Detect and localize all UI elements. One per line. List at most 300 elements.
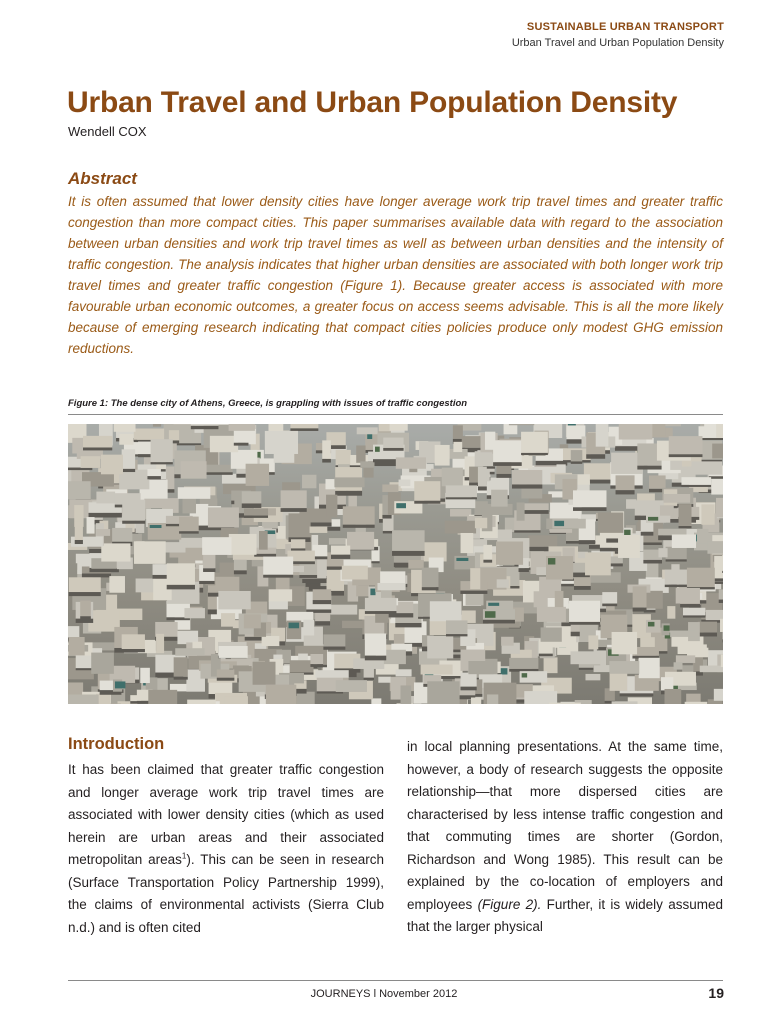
photo-building [87, 517, 95, 534]
photo-building [224, 696, 248, 704]
introduction-column-1 [68, 759, 384, 939]
photo-building [427, 681, 459, 704]
photo-building [697, 529, 709, 543]
photo-shadow [602, 604, 617, 607]
photo-shadow [478, 486, 487, 490]
photo-shadow [91, 569, 116, 571]
photo-building [706, 610, 723, 620]
photo-building [596, 424, 609, 447]
photo-shadow [383, 448, 403, 451]
photo-building [148, 690, 177, 704]
photo-building [471, 698, 481, 704]
photo-awning [115, 681, 125, 688]
photo-building [414, 481, 440, 501]
photo-shadow [569, 622, 600, 625]
photo-building [246, 464, 269, 486]
photo-shadow [147, 476, 160, 479]
photo-shadow [371, 561, 379, 563]
photo-awning [554, 521, 564, 526]
photo-building [658, 548, 667, 557]
photo-building [259, 531, 268, 550]
photo-shadow [167, 585, 195, 590]
photo-shadow [244, 516, 268, 518]
photo-shadow [217, 678, 235, 681]
photo-building [649, 475, 666, 488]
photo-shadow [722, 571, 723, 573]
photo-building [427, 636, 453, 658]
photo-shadow [179, 531, 199, 533]
photo-building [390, 424, 408, 431]
photo-shadow [446, 497, 477, 499]
photo-building [191, 424, 219, 426]
photo-building [679, 504, 692, 526]
photo-building [336, 680, 367, 692]
photo-building [360, 461, 374, 468]
photo-building [336, 450, 351, 465]
photo-shadow [234, 570, 247, 574]
photo-shadow [571, 632, 580, 637]
photo-building [687, 568, 715, 587]
figure-2-reference: (Figure 2). [477, 896, 542, 912]
photo-building [633, 586, 647, 607]
photo-building [722, 555, 723, 571]
photo-building [187, 700, 216, 704]
photo-building [685, 702, 708, 704]
photo-building [504, 424, 518, 434]
photo-building [101, 455, 123, 475]
photo-building [392, 530, 425, 551]
photo-building [496, 542, 523, 565]
photo-building [363, 466, 373, 477]
introduction-heading: Introduction [68, 735, 165, 753]
photo-building [646, 591, 663, 609]
photo-building [672, 534, 696, 547]
photo-shadow [719, 600, 723, 603]
photo-building [343, 506, 375, 524]
photo-building [68, 481, 91, 499]
photo-building [509, 424, 534, 425]
photo-building [714, 689, 723, 701]
photo-building [666, 547, 687, 560]
photo-building [357, 427, 378, 434]
photo-building [612, 701, 638, 704]
photo-building [68, 695, 99, 704]
photo-building [347, 532, 374, 550]
photo-building [408, 560, 423, 569]
photo-shadow [310, 664, 323, 667]
photo-building [303, 620, 314, 636]
photo-shadow [122, 521, 145, 524]
photo-building [310, 654, 323, 664]
photo-building [446, 485, 477, 497]
photo-building [707, 541, 723, 554]
photo-building [164, 542, 187, 552]
page-number: 19 [708, 985, 724, 1001]
photo-building [313, 589, 331, 600]
photo-building [446, 620, 467, 634]
photo-building [109, 576, 125, 593]
photo-shadow [493, 462, 522, 466]
photo-shadow [665, 585, 688, 587]
photo-building [602, 592, 617, 603]
photo-building [326, 495, 337, 518]
photo-shadow [643, 560, 662, 564]
photo-shadow [254, 554, 276, 557]
photo-building [711, 479, 723, 495]
photo-shadow [461, 687, 477, 691]
photo-building [310, 527, 328, 533]
photo-building [571, 450, 583, 461]
photo-shadow [234, 443, 249, 446]
photo-building [721, 655, 723, 667]
photo-building [569, 601, 600, 622]
photo-building [664, 689, 681, 704]
photo-building [618, 535, 640, 558]
photo-shadow [680, 604, 700, 607]
photo-shadow [683, 615, 705, 617]
running-header-subtitle: Urban Travel and Urban Population Density [511, 37, 724, 49]
photo-building [421, 665, 453, 675]
photo-building [101, 543, 130, 561]
photo-shadow [151, 462, 173, 464]
photo-building [68, 626, 79, 637]
photo-building [450, 509, 471, 516]
photo-building [497, 579, 509, 587]
photo-shadow [290, 428, 318, 431]
photo-building [134, 541, 166, 564]
running-header-series: SUSTAINABLE URBAN TRANSPORT [526, 21, 724, 33]
photo-building [674, 662, 683, 669]
photo-shadow [174, 677, 188, 680]
photo-shadow [446, 634, 467, 636]
photo-building [619, 424, 653, 440]
photo-building [382, 484, 398, 491]
photo-shadow [302, 578, 326, 583]
photo-building [585, 552, 611, 575]
photo-building [478, 467, 487, 487]
photo-building [701, 504, 714, 524]
photo-awning [488, 603, 499, 606]
photo-building [396, 669, 412, 676]
photo-shadow [512, 484, 542, 488]
photo-building [435, 445, 450, 466]
photo-shadow [383, 531, 394, 533]
photo-shadow [681, 485, 711, 487]
photo-building [342, 621, 365, 628]
photo-building [122, 634, 145, 649]
photo-awning [664, 625, 670, 630]
photo-building [521, 432, 548, 453]
photo-building [219, 646, 248, 658]
photo-awning [485, 611, 496, 618]
photo-building [396, 457, 426, 468]
photo-building [609, 661, 639, 674]
article-title: Urban Travel and Urban Population Density [67, 86, 678, 119]
photo-building [356, 585, 369, 596]
photo-building [112, 528, 132, 542]
photo-building [281, 490, 307, 508]
photo-building [665, 570, 688, 585]
photo-awning [548, 558, 555, 564]
photo-building [714, 556, 723, 578]
photo-building [80, 601, 91, 617]
photo-building [691, 461, 722, 474]
photo-building [365, 633, 386, 655]
photo-building [384, 650, 406, 664]
article-author: Wendell COX [68, 124, 147, 139]
photo-building [585, 674, 600, 680]
photo-building [290, 424, 318, 428]
photo-building [315, 670, 348, 678]
photo-shadow [414, 501, 440, 504]
photo-shadow [313, 600, 331, 604]
photo-building [334, 477, 364, 487]
photo-shadow [679, 526, 692, 528]
photo-shadow [571, 461, 583, 463]
photo-building [716, 498, 723, 517]
photo-awning [456, 558, 468, 561]
photo-building [263, 557, 293, 575]
photo-shadow [122, 649, 145, 652]
photo-building [719, 589, 723, 599]
photo-building [153, 424, 161, 427]
photo-shadow [365, 656, 386, 661]
photo-building [134, 429, 164, 440]
photo-awning [648, 517, 658, 521]
photo-building [683, 608, 705, 616]
photo-building [119, 470, 149, 490]
photo-building [716, 424, 723, 438]
photo-building [667, 606, 675, 619]
photo-shadow [666, 559, 687, 561]
photo-building [555, 591, 564, 607]
photo-shadow [208, 609, 217, 614]
photo-building [290, 660, 314, 672]
photo-building [678, 644, 707, 654]
photo-building [167, 563, 195, 585]
photo-building [549, 703, 581, 704]
photo-shadow [75, 540, 83, 544]
photo-building [491, 490, 508, 507]
figure-caption: Figure 1: The dense city of Athens, Greece, is grappling with issues of traffic congestion [68, 398, 468, 409]
footer-rule [68, 980, 723, 981]
photo-shadow [586, 454, 605, 458]
photo-building [218, 591, 250, 609]
photo-building [269, 589, 292, 601]
photo-awning [150, 525, 162, 528]
photo-building [202, 537, 231, 555]
photo-building [174, 657, 188, 676]
photo-building [446, 498, 476, 508]
photo-shadow [579, 540, 595, 544]
photo-shadow [579, 668, 594, 670]
photo-building [509, 658, 538, 669]
photo-building [681, 477, 711, 485]
photo-building [69, 637, 85, 655]
intro-col2-text-a: in local planning presentations. At the same time, however, a body of research suggests the opposite relationship—that more dispersed cities are characterised by less intense traffic congestion and that commuting times are shorter (Gordon, Richardson and Wong 1985). This result can be explained by the co-location of employers and employees [407, 739, 723, 912]
photo-shadow [496, 474, 511, 478]
photo-building [184, 608, 205, 618]
photo-building [468, 661, 493, 674]
photo-shadow [122, 469, 136, 472]
photo-shadow [364, 678, 374, 680]
photo-awning [522, 673, 528, 677]
photo-building [658, 529, 686, 536]
photo-building [573, 490, 606, 507]
photo-building [669, 436, 703, 454]
photo-building [262, 636, 280, 646]
photo-building [269, 601, 288, 609]
footer-journal: JOURNEYS l November 2012 [310, 988, 458, 1000]
photo-building [122, 500, 145, 521]
photo-shadow [637, 466, 661, 470]
photo-building [470, 568, 480, 589]
introduction-column-2 [407, 736, 723, 939]
photo-shadow [669, 454, 703, 457]
photo-building [96, 492, 115, 504]
photo-building [663, 494, 690, 503]
photo-awning [375, 447, 380, 452]
photo-building [616, 475, 635, 490]
photo-building [377, 583, 405, 590]
photo-shadow [263, 575, 293, 578]
photo-building [217, 669, 235, 677]
photo-shadow [521, 453, 548, 455]
photo-building [461, 673, 477, 687]
photo-building [323, 634, 345, 646]
photo-shadow [514, 530, 540, 532]
photo-building [639, 658, 660, 678]
photo-building [175, 648, 204, 656]
photo-building [229, 424, 255, 431]
photo-shadow [82, 574, 111, 578]
photo-shadow [483, 620, 515, 624]
photo-building [119, 434, 133, 445]
photo-shadow [395, 623, 421, 627]
photo-awning [648, 622, 654, 627]
photo-building [422, 568, 439, 588]
photo-building [234, 560, 247, 571]
figure-rule [68, 414, 723, 415]
photo-shadow [616, 490, 635, 494]
photo-shadow [322, 459, 331, 463]
photo-building [626, 499, 636, 509]
photo-building [663, 424, 681, 426]
photo-building [588, 635, 598, 649]
photo-building [544, 657, 558, 673]
photo-building [475, 518, 487, 529]
intro-col1-text-a: It has been claimed that greater traffic congestion and longer average work trip travel times are associated with lower density cities (which as used herein are urban areas and their associated metropolitan areas [68, 762, 384, 867]
photo-shadow [422, 587, 439, 590]
photo-building [383, 438, 403, 448]
photo-building [242, 491, 262, 503]
photo-building [289, 513, 311, 537]
photo-building [528, 535, 557, 546]
photo-shadow [323, 647, 345, 650]
photo-shadow [242, 503, 262, 507]
photo-building [244, 614, 261, 628]
photo-shadow [698, 633, 717, 637]
photo-building [147, 469, 160, 476]
photo-building [487, 694, 498, 704]
photo-shadow [633, 608, 647, 612]
photo-building [676, 588, 700, 604]
photo-shadow [573, 507, 606, 511]
photo-building [461, 533, 474, 553]
abstract-heading: Abstract [68, 169, 137, 188]
photo-shadow [714, 578, 723, 581]
photo-building [282, 482, 300, 490]
photo-shadow [315, 621, 330, 625]
photo-building [537, 607, 566, 622]
photo-building [69, 577, 101, 592]
photo-shadow [281, 508, 307, 512]
photo-shadow [83, 447, 112, 450]
photo-shadow [539, 654, 553, 657]
photo-building [399, 480, 411, 487]
photo-shadow [191, 426, 219, 429]
photo-shadow [641, 532, 654, 536]
photo-awning [396, 503, 406, 508]
photo-building [501, 637, 514, 646]
photo-building [96, 529, 110, 536]
photo-building [453, 425, 463, 439]
intro-col2-text-b: Further, it is widely assumed that the larger physical [407, 896, 723, 934]
photo-building [453, 442, 462, 452]
footnote-ref-1: 1 [181, 851, 187, 861]
photo-building [493, 440, 522, 462]
photo-building [75, 522, 83, 540]
photo-building [660, 505, 674, 515]
photo-building [598, 512, 624, 532]
intro-col1-text-b: ). This can be seen in research (Surface Transportation Policy Partnership 1999), the claims of environmental activists (Sierra Club n.d.) and is often cited [68, 852, 384, 935]
photo-building [221, 613, 235, 627]
photo-shadow [69, 592, 101, 596]
photo-building [512, 470, 542, 484]
photo-shadow [343, 525, 375, 528]
photo-building [356, 445, 365, 462]
photo-building [612, 632, 638, 654]
photo-building [114, 424, 136, 432]
photo-building [720, 619, 723, 632]
photo-building [331, 546, 350, 555]
photo-awning [370, 589, 375, 596]
abstract-text: It is often assumed that lower density cities have longer average work trip travel times and greater traffic congestion than more compact cities. This paper summarises available data with regard to the association between urban densities and work trip travel times as well as between urban densities and the intensity of traffic congestion. The analysis indicates that higher urban densities are associated with both longer work trip travel times and greater traffic congestion (Figure 1). Because greater access is associated with more favourable urban economic outcomes, a greater focus on access seems advisable. This is all the more likely because of emerging research indicating that compact cities policies produce only modest GHG emission reductions. [68, 194, 723, 356]
photo-building [570, 651, 600, 664]
photo-building [83, 436, 112, 448]
photo-building [302, 475, 316, 489]
photo-building [430, 601, 462, 621]
photo-building [244, 508, 268, 515]
photo-building [266, 685, 297, 704]
photo-shadow [382, 515, 391, 519]
photo-shadow [203, 568, 215, 572]
photo-building [378, 677, 390, 683]
photo-building [156, 634, 164, 653]
photo-shadow [80, 616, 91, 620]
photo-building [646, 563, 659, 578]
photo-building [181, 461, 207, 478]
photo-building [179, 517, 199, 532]
photo-building [291, 539, 305, 548]
photo-shadow [365, 611, 397, 614]
photo-building [342, 566, 368, 580]
photo-shadow [335, 491, 362, 496]
photo-building [365, 598, 397, 611]
photo-shadow [199, 581, 214, 584]
photo-shadow [68, 468, 92, 471]
photo-building [229, 534, 257, 555]
